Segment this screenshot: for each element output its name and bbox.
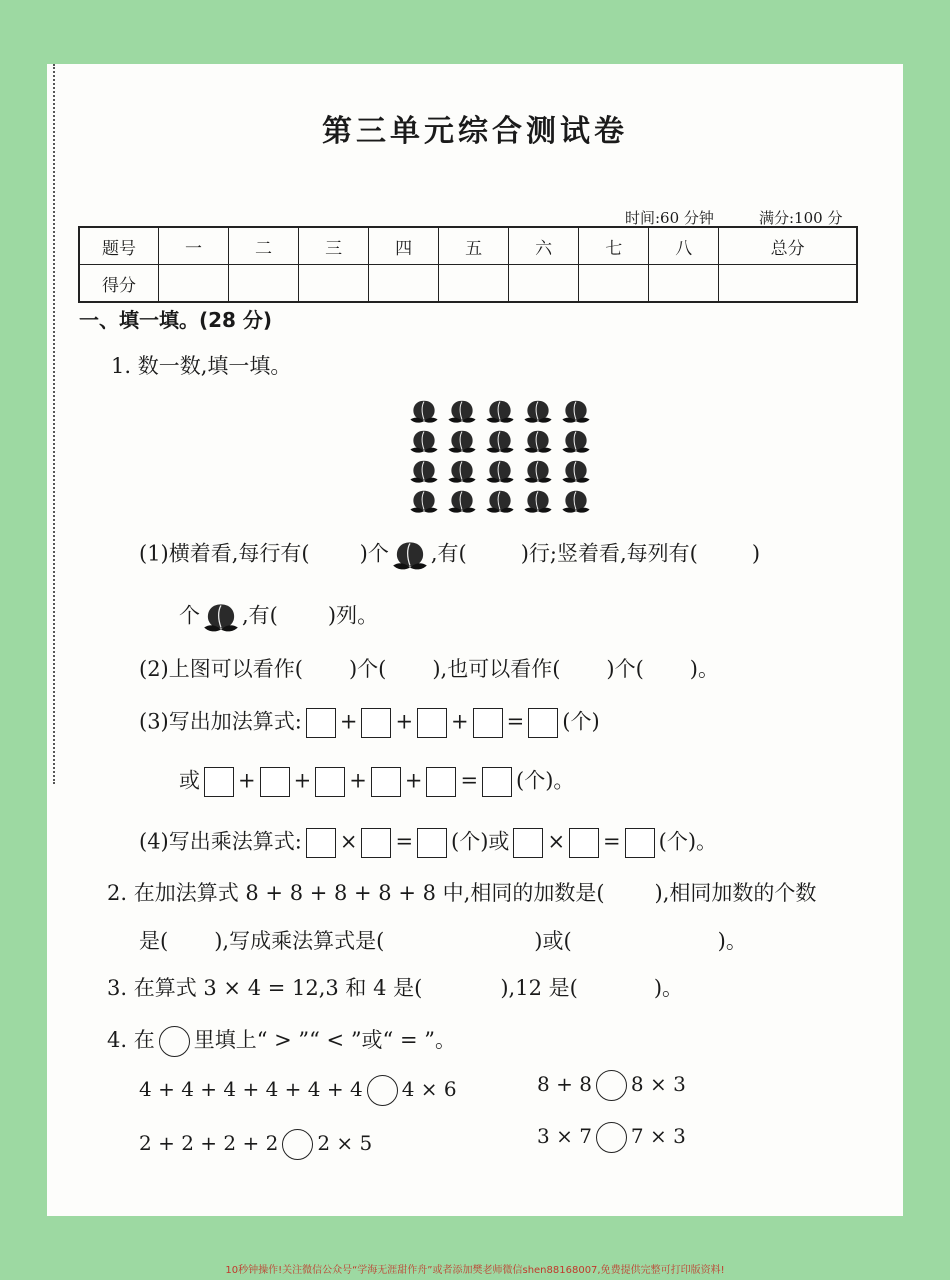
q1p2-text-d: )个( [606,657,644,681]
equals-sign: = [603,829,621,854]
time-limit: 时间:60 分钟 [625,209,714,227]
compare-circle[interactable] [596,1070,627,1101]
q1p1-text-a: (1)横着看,每行有( [139,541,310,566]
q1p2-text-c: ),也可以看作( [432,657,561,681]
footer-promo-text: 10秒钟操作!关注微信公众号“学海无涯甜作舟”或者添加樊老师微信shen88168007,免费提供完整可打印版资料! [225,1265,725,1276]
expr-left: 8 + 8 [537,1072,592,1096]
score-table-score-row [79,265,857,303]
peach-icon [483,397,517,425]
peach-icon [521,427,555,455]
peach-icon [445,397,479,425]
peach-icon [389,537,431,573]
q2-text-b: ),相同加数的个数 [654,881,817,905]
score-cell[interactable] [159,265,229,303]
q2-text-f: )。 [717,929,747,953]
peach-icon [483,427,517,455]
plus-sign: + [339,709,358,734]
peach-icon [483,487,517,515]
col-6: 六 [509,227,579,265]
q4-text-a: 4. 在 [107,1028,155,1052]
answer-box[interactable] [473,708,503,738]
q3-text-c: )。 [653,976,684,1000]
q2-text-a: 2. 在加法算式 8 + 8 + 8 + 8 + 8 中,相同的加数是( [107,881,605,905]
q1-part3-line1 [139,708,600,738]
score-cell[interactable] [229,265,299,303]
answer-box[interactable] [417,708,447,738]
answer-box[interactable] [371,767,401,797]
answer-box[interactable] [260,767,290,797]
q1-stem: 1. 数一数,填一填。 [111,354,292,378]
answer-box[interactable] [426,767,456,797]
equals-sign: = [460,768,479,793]
col-total: 总分 [719,227,857,265]
answer-box[interactable] [306,828,336,858]
expr-left: 2 + 2 + 2 + 2 [139,1131,279,1155]
q1-part4 [139,828,717,858]
answer-box[interactable] [482,767,512,797]
row-label: 得分 [79,265,159,303]
score-cell[interactable] [299,265,369,303]
plus-sign: + [451,709,469,734]
answer-box[interactable] [204,767,234,797]
compare-circle[interactable] [596,1122,627,1153]
section-1-heading: 一、填一填。(28 分) [79,308,273,332]
q1-part1-line2 [179,599,378,635]
answer-box[interactable] [569,828,599,858]
unit-text: (个) [562,709,600,734]
col-5: 五 [439,227,509,265]
q4-stem [107,1026,456,1057]
score-table [78,226,858,303]
peach-icon [521,397,555,425]
answer-box[interactable] [315,767,345,797]
peach-icon [200,599,242,635]
col-8: 八 [649,227,719,265]
full-score: 满分:100 分 [759,209,843,227]
compare-circle[interactable] [367,1075,398,1106]
peach-grid [407,397,597,515]
equals-sign: = [395,829,414,854]
answer-box[interactable] [528,708,558,738]
q1p1-text-f: 个 [179,603,200,628]
q1p1-text-b: )个 [359,541,389,566]
peach-icon [445,427,479,455]
peach-icon [407,457,441,485]
q1p1-text-d: )行;竖着看,每列有( [520,541,698,566]
times-sign: × [547,829,566,854]
q2-line1 [107,883,816,904]
unit-text: (个)或 [451,829,510,854]
col-2: 二 [229,227,299,265]
expr-right: 2 × 5 [317,1131,373,1155]
q1p1-text-g: ,有( [242,603,278,628]
unit-text: (个)。 [516,768,575,793]
score-cell[interactable] [369,265,439,303]
answer-box[interactable] [361,708,391,738]
q4-item-4 [537,1122,686,1153]
answer-box[interactable] [417,828,447,858]
q3-text-b: ),12 是( [500,976,578,1000]
q1p3-text-a: (3)写出加法算式: [139,709,302,734]
peach-icon [407,427,441,455]
plus-sign: + [349,768,367,793]
score-cell[interactable] [649,265,719,303]
expr-right: 8 × 3 [630,1072,686,1096]
plus-sign: + [404,768,423,793]
peach-icon [559,487,593,515]
score-cell[interactable] [509,265,579,303]
compare-circle[interactable] [282,1129,313,1160]
equals-sign: = [506,709,525,734]
q2-text-d: ),写成乘法算式是( [214,929,385,953]
plus-sign: + [395,709,414,734]
answer-box[interactable] [306,708,336,738]
col-3: 三 [299,227,369,265]
answer-box[interactable] [361,828,391,858]
q1-part3-line2 [179,767,574,797]
q1-part1-line1 [139,537,760,573]
expr-right: 7 × 3 [630,1124,686,1148]
q1p1-text-e: ) [751,541,761,566]
expr-left: 3 × 7 [537,1124,592,1148]
q2-text-c: 是( [139,929,169,953]
q4-item-2 [537,1070,686,1101]
col-4: 四 [369,227,439,265]
score-cell[interactable] [439,265,509,303]
answer-box[interactable] [625,828,655,858]
q1p3-text-or: 或 [179,768,200,793]
q2-text-e: )或( [534,929,572,953]
page-title: 第三单元综合测试卷 [322,114,628,149]
peach-icon [445,457,479,485]
peach-icon [559,397,593,425]
plus-sign: + [238,768,256,793]
col-1: 一 [159,227,229,265]
peach-icon [521,457,555,485]
score-cell[interactable] [579,265,649,303]
peach-icon [445,487,479,515]
times-sign: × [339,829,358,854]
q1p1-text-h: )列。 [327,603,379,628]
q3-line [107,978,683,999]
answer-box[interactable] [513,828,543,858]
q1p2-text-e: )。 [689,657,719,681]
expr-right: 4 × 6 [401,1077,457,1101]
q1-part2 [139,659,719,680]
col-7: 七 [579,227,649,265]
peach-icon [559,457,593,485]
compare-circle-sample [159,1026,190,1057]
q1p2-text-b: )个( [348,657,387,681]
q2-line2 [139,931,747,952]
binding-dotted-line [53,64,55,784]
peach-icon [407,487,441,515]
peach-icon [559,427,593,455]
worksheet-paper [47,64,903,1216]
plus-sign: + [293,768,312,793]
unit-text: (个)。 [658,829,718,854]
header-label: 题号 [79,227,159,265]
score-table-header-row [79,227,857,265]
expr-left: 4 + 4 + 4 + 4 + 4 + 4 [139,1077,363,1101]
q3-text-a: 3. 在算式 3 × 4 = 12,3 和 4 是( [107,976,423,1000]
q1p4-text-a: (4)写出乘法算式: [139,829,302,854]
q4-text-b: 里填上“ > ”“ < ”或“ = ”。 [193,1028,456,1052]
q4-item-3 [139,1129,372,1160]
q1p1-text-c: ,有( [430,541,467,566]
peach-icon [521,487,555,515]
peach-icon [407,397,441,425]
score-cell[interactable] [719,265,857,303]
peach-icon [483,457,517,485]
q4-item-1 [139,1075,457,1106]
q1p2-text-a: (2)上图可以看作( [139,657,303,681]
